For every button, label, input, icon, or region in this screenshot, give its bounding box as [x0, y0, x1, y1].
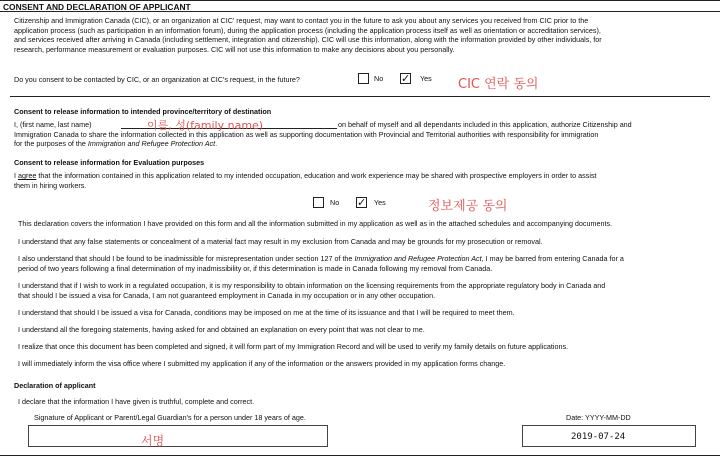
evaluation-consent-heading: Consent to release information for Evaluation purposes — [14, 158, 205, 167]
statement-coverage: This declaration covers the information I have provided on this form and all the information submitted in my application as well as in the attached schedules and accompanying documents. — [18, 219, 613, 228]
evaluation-no-checkbox[interactable] — [313, 197, 324, 208]
statement-immigration-record: I realize that once this document has been completed and signed, it will form part of my Immigration Record and will be used to verify my family details on future applications. — [18, 342, 569, 351]
province-consent-name-prefix: I, (first name, last name) — [14, 120, 92, 129]
signature-label: Signature of Applicant or Parent/Legal Guardian's for a person under 18 years of age. — [34, 413, 306, 422]
statement-regulated-line-2: that should I be issued a visa for Canada, I am not guaranteed employment in Canada in my occupation or in any other occupation. — [18, 290, 436, 300]
declaration-text: I declare that the information I have given is truthful, complete and correct. — [18, 397, 255, 406]
contact-paragraph-line-3: and services received after arriving in Canada (including settlement, integration and citizenship). CIC will use this information, along with the information provided by other individuals, for — [14, 35, 602, 44]
date-value: 2019-07-24 — [571, 432, 626, 442]
section-divider — [10, 96, 710, 97]
province-consent-heading: Consent to release information to intended province/territory of destination — [14, 107, 272, 116]
evaluation-yes-label: Yes — [374, 198, 386, 207]
date-field[interactable] — [522, 425, 696, 447]
statement-regulated-line-1: I understand that if I wish to work in a regulated occupation, it is my responsibility to obtain information on the licensing requirements from the appropriate regulatory body in Canada and — [18, 281, 606, 290]
contact-consent-annotation: CIC 연락 동의 — [458, 77, 539, 92]
province-consent-line-3: for the purposes of the Immigration and Refugee Protection Act. — [14, 139, 218, 148]
statement-misrepresentation-line-1: I also understand that should I be found to be inadmissible for misrepresentation under section 127 of the Immigration and Refugee Protection Act, I may be barred from entering Canada for a — [18, 254, 624, 263]
evaluation-no-label: No — [330, 198, 340, 207]
statement-understand-all: I understand all the foregoing statements, having asked for and obtained an explanation on every point that was not clear to me. — [18, 325, 425, 334]
evaluation-consent-line-1: I agree that the information contained in this application related to my intended occupation, education and work experience may be shared with prospective employers in order to assist — [14, 171, 597, 180]
province-consent-line-2: Immigration Canada to share the information collected in this application as well as supporting documentation with Provincial and Territorial authorities with responsibility for immigration — [14, 129, 599, 139]
statement-misrepresentation-line-2: period of two years following a final determination of my inadmissibility or, if this determination is made in Canada following my removal from Canada. — [18, 263, 493, 273]
check-icon: ✓ — [401, 73, 411, 85]
statement-inform-visa-office: I will immediately inform the visa office where I submitted my application if any of the information or the answers provided in my application forms change. — [18, 359, 506, 368]
check-icon: ✓ — [357, 197, 367, 209]
contact-consent-question: Do you consent to be contacted by CIC, or an organization at CIC's request, in the future? — [14, 75, 300, 84]
signature-field[interactable] — [28, 425, 328, 447]
contact-paragraph-line-4: research, performance measurement or evaluation purposes. CIC will not use this information to make any decisions about you personally. — [14, 44, 455, 54]
section-header: CONSENT AND DECLARATION OF APPLICANT — [0, 0, 720, 12]
bottom-border — [0, 455, 720, 456]
province-consent-line-1-suffix: on behalf of myself and all dependants included in this application, authorize Citizenship and — [338, 120, 632, 129]
contact-paragraph-line-1: Citizenship and Immigration Canada (CIC), or an organization at CIC' request, may want to contact you in the future to ask you about any services you received from CIC prior to the — [14, 16, 589, 25]
name-annotation: 이름, 성(family name) — [147, 119, 264, 132]
contact-yes-checkbox[interactable] — [400, 73, 411, 84]
contact-no-checkbox[interactable] — [358, 73, 369, 84]
evaluation-yes-checkbox[interactable] — [356, 197, 367, 208]
statement-false-statements: I understand that any false statements or concealment of a material fact may result in my exclusion from Canada and may be grounds for my prosecution or removal. — [18, 237, 543, 246]
evaluation-consent-line-2: them in hiring workers. — [14, 181, 87, 190]
evaluation-consent-annotation: 정보제공 동의 — [428, 199, 508, 214]
statement-visa-conditions: I understand that should I be issued a visa for Canada, conditions may be imposed on me at the time of its issuance and that I will be required to meet them. — [18, 308, 515, 317]
declaration-heading: Declaration of applicant — [14, 381, 96, 390]
contact-yes-label: Yes — [420, 74, 432, 83]
date-label: Date: YYYY-MM-DD — [566, 413, 631, 422]
signature-annotation: 서명 — [141, 434, 165, 448]
contact-no-label: No — [374, 74, 384, 83]
contact-paragraph-line-2: application process (such as participation in an information forum), during the application process (including the application process itself as well as orientation or accreditation services), — [14, 25, 601, 35]
